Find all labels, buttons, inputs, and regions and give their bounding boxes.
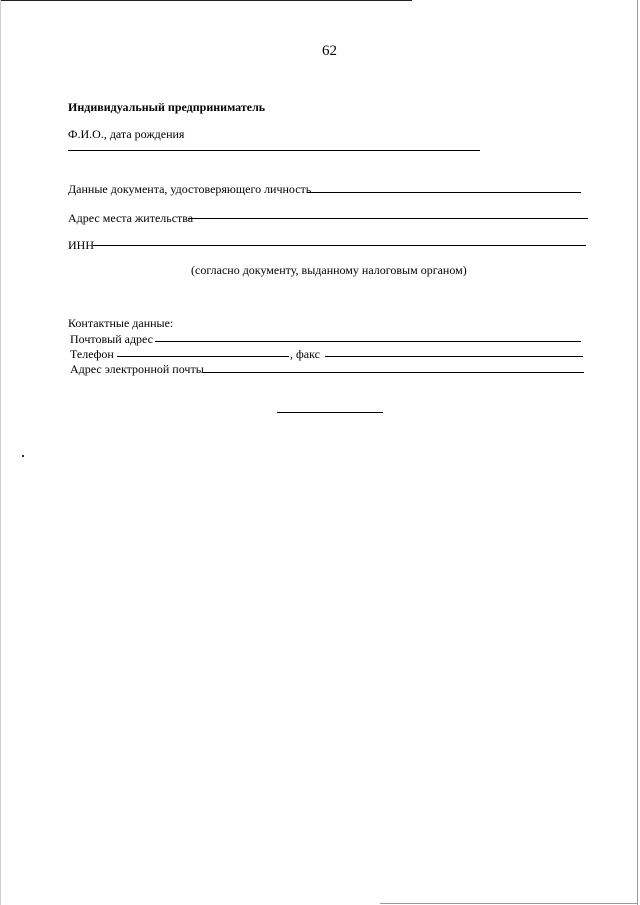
postal-address-label: Почтовый адрес <box>70 332 154 346</box>
email-label: Адрес электронной почты <box>70 362 204 376</box>
inn-note: (согласно документу, выданному налоговым органом) <box>191 263 467 277</box>
inn-field-line[interactable] <box>93 245 586 246</box>
scan-speck <box>22 455 24 457</box>
id-document-field-line[interactable] <box>307 192 581 193</box>
page-number: 62 <box>322 43 337 59</box>
residence-field-line[interactable] <box>188 218 588 219</box>
residence-label: Адрес места жительства <box>68 211 194 225</box>
page-bottom-edge <box>380 903 638 904</box>
inn-label: ИНН <box>68 238 94 252</box>
id-document-label: Данные документа, удостоверяющего личность <box>68 182 312 196</box>
phone-field-line[interactable] <box>117 356 289 357</box>
email-field-line[interactable] <box>203 372 584 373</box>
fax-field-line[interactable] <box>325 356 583 357</box>
page-top-edge <box>0 0 412 1</box>
contacts-title: Контактные данные: <box>68 316 174 330</box>
phone-label: Телефон <box>70 347 114 361</box>
end-separator-line <box>277 412 383 413</box>
fio-label: Ф.И.О., дата рождения <box>68 127 185 141</box>
fax-label: , факс <box>290 347 320 361</box>
page-right-edge <box>637 0 638 905</box>
page-left-edge <box>0 0 1 905</box>
fio-field-line[interactable] <box>68 150 480 151</box>
form-heading: Индивидуальный предприниматель <box>68 100 266 114</box>
postal-address-field-line[interactable] <box>155 341 581 342</box>
